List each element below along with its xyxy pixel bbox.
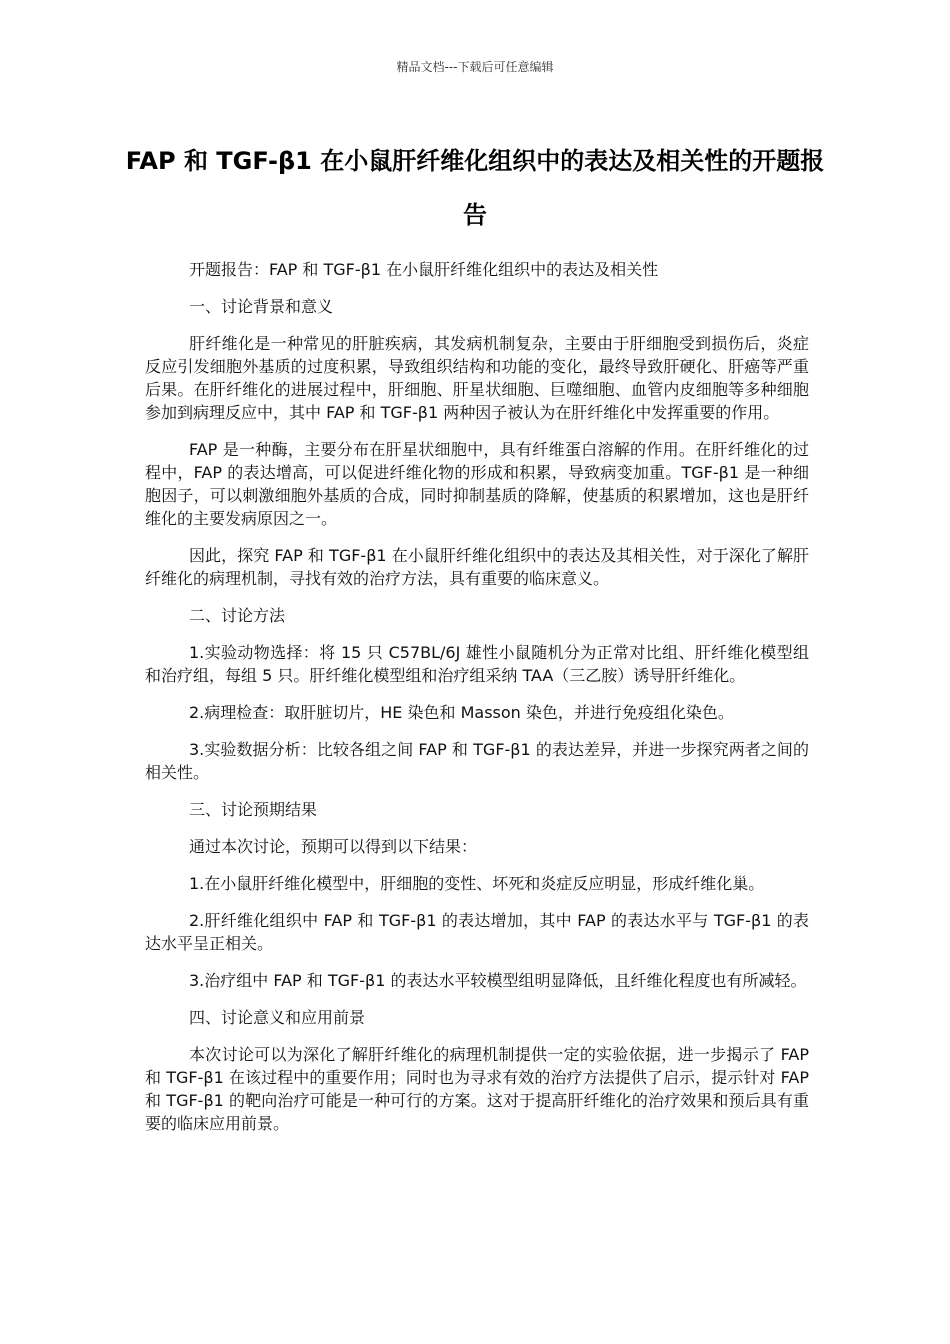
paragraph: 肝纤维化是一种常见的肝脏疾病，其发病机制复杂，主要由于肝细胞受到损伤后，炎症反应引发细胞外基质的过度积累，导致组织结构和功能的变化，最终导致肝硬化、肝癌等严重后果。在肝纤维化的进展过程中，肝细胞、肝星状细胞、巨噬细胞、血管内皮细胞等多种细胞参加到病理反应中，其中 FAP 和 TGF-β1 两种因子被认为在肝纤维化中发挥重要的作用。 (145, 334, 809, 422)
list-item: 1.在小鼠肝纤维化模型中，肝细胞的变性、坏死和炎症反应明显，形成纤维化巢。 (189, 874, 765, 893)
list-item: 1.实验动物选择：将 15 只 C57BL/6J 雄性小鼠随机分为正常对比组、肝纤维化模型组和治疗组，每组 5 只。肝纤维化模型组和治疗组采纳 TAA（三乙胺）诱导肝纤维化。 (145, 643, 809, 685)
list-item: 3.实验数据分析：比较各组之间 FAP 和 TGF-β1 的表达差异，并进一步探究两者之间的相关性。 (145, 740, 809, 782)
document-title: FAP 和 TGF-β1 在小鼠肝纤维化组织中的表达及相关性的开题报告 (125, 147, 825, 229)
section-heading-significance: 四、讨论意义和应用前景 (189, 1008, 366, 1027)
section-heading-results: 三、讨论预期结果 (189, 800, 318, 819)
section-heading-methods: 二、讨论方法 (189, 606, 286, 625)
list-item: 2.肝纤维化组织中 FAP 和 TGF-β1 的表达增加，其中 FAP 的表达水平与 TGF-β1 的表达水平呈正相关。 (145, 911, 809, 953)
section-heading-background: 一、讨论背景和意义 (189, 297, 334, 316)
paragraph: 本次讨论可以为深化了解肝纤维化的病理机制提供一定的实验依据，进一步揭示了 FAP 和 TGF-β1 在该过程中的重要作用；同时也为寻求有效的治疗方法提供了启示，提示针对 FAP 和 TGF-β1 的靶向治疗可能是一种可行的方案。这对于提高肝纤维化的治疗效果和预后具有重要的临床应用前景。 (145, 1045, 809, 1133)
document-body (145, 258, 809, 1149)
paragraph-report-heading: 开题报告：FAP 和 TGF-β1 在小鼠肝纤维化组织中的表达及相关性 (189, 260, 659, 279)
paragraph: FAP 是一种酶，主要分布在肝星状细胞中，具有纤维蛋白溶解的作用。在肝纤维化的过程中，FAP 的表达增高，可以促进纤维化物的形成和积累，导致病变加重。TGF-β1 是一种细胞因子，可以刺激细胞外基质的合成，同时抑制基质的降解，使基质的积累增加，这也是肝纤维化的主要发病原因之一。 (145, 440, 809, 528)
paragraph: 因此，探究 FAP 和 TGF-β1 在小鼠肝纤维化组织中的表达及其相关性，对于深化了解肝纤维化的病理机制，寻找有效的治疗方法，具有重要的临床意义。 (145, 546, 809, 588)
list-item: 2.病理检查：取肝脏切片，HE 染色和 Masson 染色，并进行免疫组化染色。 (189, 703, 734, 722)
paragraph: 通过本次讨论，预期可以得到以下结果： (189, 837, 478, 856)
header-note: 精品文档---下载后可任意编辑 (396, 60, 554, 74)
list-item: 3.治疗组中 FAP 和 TGF-β1 的表达水平较模型组明显降低，且纤维化程度也有所减轻。 (189, 971, 807, 990)
